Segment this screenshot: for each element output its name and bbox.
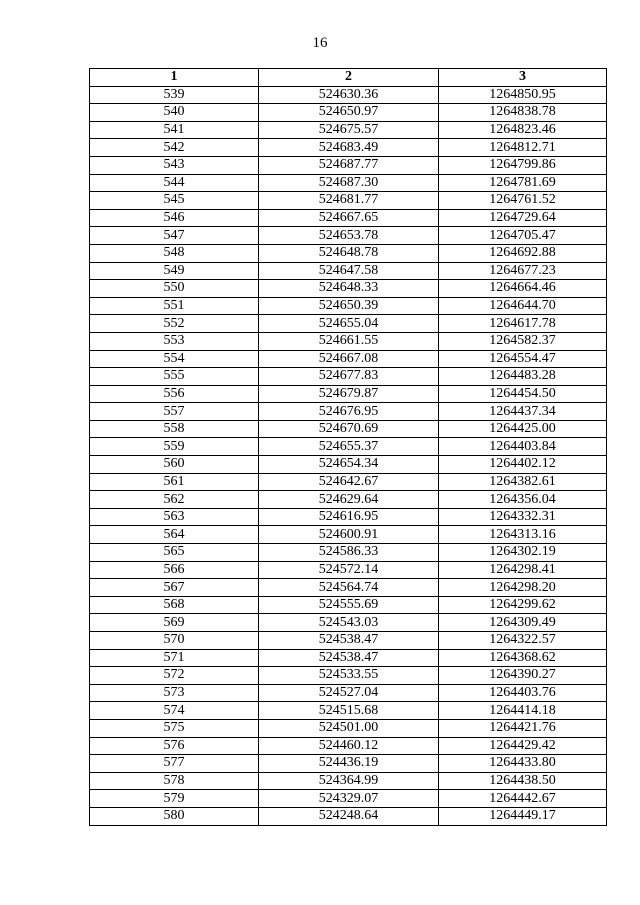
y-coordinate-cell: 1264799.86	[439, 156, 607, 174]
x-coordinate-cell: 524687.30	[259, 174, 439, 192]
table-row	[90, 174, 607, 192]
table-row	[90, 139, 607, 157]
y-coordinate-cell: 1264438.50	[439, 772, 607, 790]
x-coordinate-cell: 524600.91	[259, 526, 439, 544]
point-number-cell: 577	[90, 755, 259, 773]
x-coordinate-cell: 524533.55	[259, 667, 439, 685]
x-coordinate-cell: 524677.83	[259, 368, 439, 386]
point-number-cell: 567	[90, 579, 259, 597]
x-coordinate-cell: 524538.47	[259, 632, 439, 650]
point-number-cell: 560	[90, 456, 259, 474]
y-coordinate-cell: 1264449.17	[439, 807, 607, 825]
point-number-cell: 543	[90, 156, 259, 174]
y-coordinate-cell: 1264433.80	[439, 755, 607, 773]
table-row	[90, 456, 607, 474]
point-number-cell: 574	[90, 702, 259, 720]
table-row	[90, 227, 607, 245]
x-coordinate-cell: 524572.14	[259, 561, 439, 579]
x-coordinate-cell: 524679.87	[259, 385, 439, 403]
x-coordinate-cell: 524667.65	[259, 209, 439, 227]
x-coordinate-cell: 524667.08	[259, 350, 439, 368]
table-row	[90, 403, 607, 421]
table-row	[90, 579, 607, 597]
point-number-cell: 541	[90, 121, 259, 139]
table-row	[90, 649, 607, 667]
table-row	[90, 280, 607, 298]
y-coordinate-cell: 1264823.46	[439, 121, 607, 139]
y-coordinate-cell: 1264403.84	[439, 438, 607, 456]
y-coordinate-cell: 1264781.69	[439, 174, 607, 192]
x-coordinate-cell: 524681.77	[259, 192, 439, 210]
table-row	[90, 297, 607, 315]
point-number-cell: 539	[90, 86, 259, 104]
table-row	[90, 86, 607, 104]
column-header-3: 3	[439, 69, 607, 87]
point-number-cell: 545	[90, 192, 259, 210]
table-row	[90, 737, 607, 755]
x-coordinate-cell: 524248.64	[259, 807, 439, 825]
table-row	[90, 772, 607, 790]
point-number-cell: 566	[90, 561, 259, 579]
table-row	[90, 368, 607, 386]
y-coordinate-cell: 1264298.41	[439, 561, 607, 579]
point-number-cell: 578	[90, 772, 259, 790]
y-coordinate-cell: 1264299.62	[439, 596, 607, 614]
point-number-cell: 561	[90, 473, 259, 491]
x-coordinate-cell: 524543.03	[259, 614, 439, 632]
table-row	[90, 544, 607, 562]
table-row	[90, 807, 607, 825]
y-coordinate-cell: 1264838.78	[439, 104, 607, 122]
column-header-2: 2	[259, 69, 439, 87]
y-coordinate-cell: 1264421.76	[439, 719, 607, 737]
y-coordinate-cell: 1264617.78	[439, 315, 607, 333]
y-coordinate-cell: 1264414.18	[439, 702, 607, 720]
y-coordinate-cell: 1264309.49	[439, 614, 607, 632]
point-number-cell: 572	[90, 667, 259, 685]
y-coordinate-cell: 1264382.61	[439, 473, 607, 491]
table-row	[90, 491, 607, 509]
point-number-cell: 548	[90, 244, 259, 262]
point-number-cell: 547	[90, 227, 259, 245]
table-row	[90, 508, 607, 526]
point-number-cell: 546	[90, 209, 259, 227]
point-number-cell: 569	[90, 614, 259, 632]
table-row	[90, 104, 607, 122]
x-coordinate-cell: 524586.33	[259, 544, 439, 562]
y-coordinate-cell: 1264483.28	[439, 368, 607, 386]
table-header-row	[90, 69, 607, 87]
y-coordinate-cell: 1264812.71	[439, 139, 607, 157]
y-coordinate-cell: 1264298.20	[439, 579, 607, 597]
y-coordinate-cell: 1264402.12	[439, 456, 607, 474]
y-coordinate-cell: 1264403.76	[439, 684, 607, 702]
y-coordinate-cell: 1264664.46	[439, 280, 607, 298]
y-coordinate-cell: 1264356.04	[439, 491, 607, 509]
point-number-cell: 553	[90, 332, 259, 350]
y-coordinate-cell: 1264390.27	[439, 667, 607, 685]
table-row	[90, 332, 607, 350]
table-row	[90, 315, 607, 333]
table-row	[90, 438, 607, 456]
x-coordinate-cell: 524655.37	[259, 438, 439, 456]
table-row	[90, 790, 607, 808]
x-coordinate-cell: 524676.95	[259, 403, 439, 421]
point-number-cell: 554	[90, 350, 259, 368]
coordinates-table	[89, 68, 607, 826]
x-coordinate-cell: 524527.04	[259, 684, 439, 702]
x-coordinate-cell: 524670.69	[259, 420, 439, 438]
point-number-cell: 570	[90, 632, 259, 650]
column-header-1: 1	[90, 69, 259, 87]
x-coordinate-cell: 524650.97	[259, 104, 439, 122]
x-coordinate-cell: 524655.04	[259, 315, 439, 333]
point-number-cell: 571	[90, 649, 259, 667]
table-row	[90, 121, 607, 139]
y-coordinate-cell: 1264442.67	[439, 790, 607, 808]
point-number-cell: 558	[90, 420, 259, 438]
point-number-cell: 559	[90, 438, 259, 456]
point-number-cell: 557	[90, 403, 259, 421]
point-number-cell: 573	[90, 684, 259, 702]
y-coordinate-cell: 1264677.23	[439, 262, 607, 280]
table-row	[90, 596, 607, 614]
x-coordinate-cell: 524564.74	[259, 579, 439, 597]
table-row	[90, 719, 607, 737]
table-row	[90, 473, 607, 491]
point-number-cell: 564	[90, 526, 259, 544]
y-coordinate-cell: 1264437.34	[439, 403, 607, 421]
x-coordinate-cell: 524329.07	[259, 790, 439, 808]
point-number-cell: 579	[90, 790, 259, 808]
point-number-cell: 550	[90, 280, 259, 298]
x-coordinate-cell: 524653.78	[259, 227, 439, 245]
point-number-cell: 576	[90, 737, 259, 755]
x-coordinate-cell: 524630.36	[259, 86, 439, 104]
point-number-cell: 565	[90, 544, 259, 562]
table-row	[90, 209, 607, 227]
x-coordinate-cell: 524555.69	[259, 596, 439, 614]
table-row	[90, 262, 607, 280]
y-coordinate-cell: 1264582.37	[439, 332, 607, 350]
y-coordinate-cell: 1264705.47	[439, 227, 607, 245]
x-coordinate-cell: 524648.78	[259, 244, 439, 262]
y-coordinate-cell: 1264368.62	[439, 649, 607, 667]
x-coordinate-cell: 524654.34	[259, 456, 439, 474]
table-row	[90, 244, 607, 262]
y-coordinate-cell: 1264850.95	[439, 86, 607, 104]
x-coordinate-cell: 524364.99	[259, 772, 439, 790]
table-row	[90, 561, 607, 579]
y-coordinate-cell: 1264729.64	[439, 209, 607, 227]
x-coordinate-cell: 524642.67	[259, 473, 439, 491]
y-coordinate-cell: 1264425.00	[439, 420, 607, 438]
point-number-cell: 575	[90, 719, 259, 737]
y-coordinate-cell: 1264554.47	[439, 350, 607, 368]
point-number-cell: 540	[90, 104, 259, 122]
y-coordinate-cell: 1264644.70	[439, 297, 607, 315]
point-number-cell: 563	[90, 508, 259, 526]
table-row	[90, 702, 607, 720]
y-coordinate-cell: 1264313.16	[439, 526, 607, 544]
x-coordinate-cell: 524616.95	[259, 508, 439, 526]
x-coordinate-cell: 524687.77	[259, 156, 439, 174]
table-row	[90, 614, 607, 632]
x-coordinate-cell: 524675.57	[259, 121, 439, 139]
y-coordinate-cell: 1264332.31	[439, 508, 607, 526]
point-number-cell: 556	[90, 385, 259, 403]
table-row	[90, 350, 607, 368]
y-coordinate-cell: 1264429.42	[439, 737, 607, 755]
x-coordinate-cell: 524661.55	[259, 332, 439, 350]
page-number: 16	[312, 35, 328, 51]
x-coordinate-cell: 524460.12	[259, 737, 439, 755]
point-number-cell: 552	[90, 315, 259, 333]
x-coordinate-cell: 524515.68	[259, 702, 439, 720]
x-coordinate-cell: 524650.39	[259, 297, 439, 315]
point-number-cell: 555	[90, 368, 259, 386]
x-coordinate-cell: 524683.49	[259, 139, 439, 157]
table-row	[90, 632, 607, 650]
y-coordinate-cell: 1264761.52	[439, 192, 607, 210]
y-coordinate-cell: 1264302.19	[439, 544, 607, 562]
point-number-cell: 568	[90, 596, 259, 614]
table-row	[90, 156, 607, 174]
x-coordinate-cell: 524648.33	[259, 280, 439, 298]
x-coordinate-cell: 524647.58	[259, 262, 439, 280]
table-row	[90, 385, 607, 403]
point-number-cell: 549	[90, 262, 259, 280]
table-body	[90, 86, 607, 825]
y-coordinate-cell: 1264454.50	[439, 385, 607, 403]
point-number-cell: 551	[90, 297, 259, 315]
point-number-cell: 562	[90, 491, 259, 509]
table-row	[90, 684, 607, 702]
point-number-cell: 542	[90, 139, 259, 157]
y-coordinate-cell: 1264692.88	[439, 244, 607, 262]
point-number-cell: 580	[90, 807, 259, 825]
x-coordinate-cell: 524629.64	[259, 491, 439, 509]
x-coordinate-cell: 524538.47	[259, 649, 439, 667]
table-row	[90, 667, 607, 685]
table-row	[90, 526, 607, 544]
table-row	[90, 420, 607, 438]
table-row	[90, 192, 607, 210]
x-coordinate-cell: 524501.00	[259, 719, 439, 737]
x-coordinate-cell: 524436.19	[259, 755, 439, 773]
table-row	[90, 755, 607, 773]
y-coordinate-cell: 1264322.57	[439, 632, 607, 650]
point-number-cell: 544	[90, 174, 259, 192]
